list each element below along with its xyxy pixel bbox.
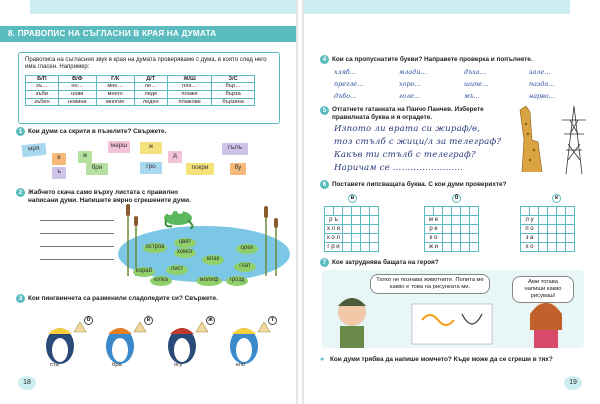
task-number: 3 (16, 294, 25, 303)
grid-cell (370, 234, 379, 243)
grid-cell (566, 207, 575, 216)
grid-cell (452, 207, 461, 216)
letter-grid (324, 206, 379, 252)
grid-word: л у (521, 216, 539, 225)
grid-cell (452, 234, 461, 243)
grid-word: п о (521, 225, 539, 234)
ice-cream-letter[interactable]: ж (206, 316, 215, 325)
bullet-icon: ● (320, 356, 325, 363)
lily-pad[interactable]: грозд (226, 276, 248, 286)
grid-cell (361, 216, 370, 225)
grid-cell (461, 243, 470, 252)
giraffe-pylon-illustration (512, 100, 594, 176)
task-number: 2 (16, 188, 25, 197)
task-number: 7 (320, 258, 329, 267)
grid-word: з а (521, 234, 539, 243)
grid-cell[interactable] (530, 207, 539, 216)
riddle-line: Изпото ли врата си жираф/в, (334, 124, 481, 134)
grid-word: к о л (325, 234, 343, 243)
grid-cell (470, 207, 479, 216)
left-page (0, 0, 296, 404)
lily-pad[interactable]: глат (234, 262, 256, 272)
grid-cell (325, 207, 334, 216)
penguin-word: бра (112, 362, 122, 368)
column-letter: б (452, 194, 461, 203)
grid-cell (557, 216, 566, 225)
grid-cell (370, 207, 379, 216)
rule-cell: зъби (26, 91, 59, 99)
task-text: Кои думи са скрити в пъзелите? Свържете. (28, 128, 167, 135)
task-number: 1 (16, 127, 25, 136)
grid-cell (452, 243, 461, 252)
gap-word[interactable]: млади… (399, 68, 427, 76)
lily-pad[interactable]: юпка (150, 276, 172, 286)
task-text: Кои са пропуснатите букви? Направете проверка и попълнете. (332, 56, 533, 63)
grid-cell (566, 243, 575, 252)
task-text: Кое затруднява бащата на героя? (332, 259, 439, 266)
rule-text: Правописа на съгласния звук в края на думата проверяваме с дума, в която след него има гласен. Например: (25, 57, 267, 71)
grid-cell (548, 243, 557, 252)
rule-header: Г/К (96, 75, 134, 83)
grid-cell[interactable] (443, 216, 452, 225)
grid-cell[interactable] (443, 225, 452, 234)
grid-word: р ъ (325, 216, 343, 225)
grid-cell (425, 207, 434, 216)
task-text: Жабчето скача само върху листата с правилно написани думи. Напишете вярно сгрешените думи. (28, 189, 191, 204)
grid-cell[interactable] (334, 207, 343, 216)
puzzle-piece[interactable]: ж (78, 151, 92, 163)
puzzle-piece[interactable]: ж (140, 142, 162, 154)
puzzle-piece[interactable]: марш (108, 141, 130, 153)
gap-word[interactable]: прегле… (334, 80, 364, 88)
lily-pad[interactable]: лист (166, 265, 188, 275)
puzzle-piece[interactable]: бу (230, 163, 246, 175)
rule-cell: но… (58, 83, 96, 91)
grid-cell (352, 207, 361, 216)
task-number: 5 (320, 106, 329, 115)
grid-cell (557, 243, 566, 252)
rule-cell: ле… (134, 83, 168, 91)
speech-bubble: Ами тогава напиши какво рисуваш! (512, 276, 574, 303)
grid-cell (361, 225, 370, 234)
grid-cell (548, 207, 557, 216)
answer-line[interactable] (40, 246, 114, 247)
gap-word[interactable]: дъха… (464, 68, 487, 76)
riddle-answer[interactable]: Наричам се …………………… (334, 163, 464, 173)
top-strip (304, 0, 570, 14)
grid-cell[interactable] (343, 234, 352, 243)
rule-cell: пла… (168, 83, 212, 91)
answer-line[interactable] (40, 233, 114, 234)
top-strip (30, 0, 296, 14)
grid-cell (557, 234, 566, 243)
column-letter: к (552, 194, 561, 203)
grid-word: к о (425, 234, 443, 243)
grid-cell[interactable] (443, 234, 452, 243)
grid-cell[interactable] (539, 243, 548, 252)
grid-cell (343, 207, 352, 216)
rule-header: Б/П (26, 75, 59, 83)
answer-line[interactable] (40, 220, 114, 221)
puzzle-piece[interactable]: бри (86, 163, 108, 175)
grid-cell (370, 216, 379, 225)
gap-word[interactable]: хоро… (399, 80, 421, 88)
grid-word: х о (521, 243, 539, 252)
rule-cell: мно… (96, 83, 134, 91)
grid-cell (443, 207, 452, 216)
rule-box (18, 52, 280, 124)
grid-cell (548, 225, 557, 234)
grid-cell (452, 216, 461, 225)
letter-grid (520, 206, 575, 252)
grid-cell (370, 243, 379, 252)
gap-word[interactable]: шипе… (464, 80, 489, 88)
grid-cell[interactable] (539, 234, 548, 243)
grid-cell (548, 234, 557, 243)
puzzle-piece[interactable]: гълъ (222, 143, 248, 155)
grid-cell (352, 216, 361, 225)
grid-cell[interactable] (343, 216, 352, 225)
rule-cell: зъбен (26, 98, 59, 106)
rule-header: В/Ф (58, 75, 96, 83)
book-gutter (296, 0, 304, 404)
grid-cell (352, 243, 361, 252)
grid-word: м е (425, 216, 443, 225)
riddle-line: тоз стълб с жици/л за телеграф? (334, 137, 502, 147)
gap-word[interactable]: зале… (529, 68, 551, 76)
letter-grid (424, 206, 479, 252)
column-letter: в (348, 194, 357, 203)
answer-line[interactable] (40, 259, 114, 260)
rule-cell: новина (58, 98, 96, 106)
grid-cell[interactable] (539, 216, 548, 225)
rule-cell: много (96, 91, 134, 99)
rule-cell: многие (96, 98, 134, 106)
section-title: 8. ПРАВОПИС НА СЪГЛАСНИ В КРАЯ НА ДУМАТА (0, 26, 296, 42)
lily-pad[interactable]: орех (236, 244, 258, 254)
lily-pad[interactable]: влак (202, 255, 224, 265)
grid-cell (470, 234, 479, 243)
puzzle-piece[interactable]: гро (140, 162, 162, 174)
grid-cell (361, 243, 370, 252)
rule-cell: бързина (212, 98, 255, 106)
rule-table (25, 75, 255, 106)
lily-pad[interactable]: цвят (174, 238, 196, 248)
grid-cell (352, 225, 361, 234)
grid-word: ж и (425, 243, 443, 252)
ice-cream-letter[interactable]: в (144, 316, 153, 325)
lily-pad[interactable]: остров (143, 243, 167, 253)
grid-cell (461, 216, 470, 225)
task-text: Кои пингвинчета са разменили сладоледите си? Свържете. (28, 295, 218, 302)
riddle-line: Какъв ти стълб с телеграф? (334, 150, 476, 160)
grid-cell (452, 225, 461, 234)
gap-word[interactable]: дъбо… (334, 92, 357, 100)
rule-cell: леден (134, 98, 168, 106)
rule-cell: зъ… (26, 83, 59, 91)
task-text: Поставете липсващата буква. С кои думи проверихте? (332, 181, 507, 188)
rule-header: З/С (212, 75, 255, 83)
page-number: 18 (18, 376, 36, 390)
rule-cell: леде (134, 91, 168, 99)
right-page (304, 0, 600, 404)
ice-cream-letter[interactable]: б (84, 316, 93, 325)
grid-cell (361, 234, 370, 243)
puzzle-piece[interactable]: ъ (52, 167, 66, 179)
grid-cell (566, 225, 575, 234)
grid-cell (370, 225, 379, 234)
puzzle-piece[interactable]: мра (21, 143, 46, 157)
lily-pad[interactable]: молиф (196, 276, 222, 286)
grid-cell (566, 216, 575, 225)
puzzle-piece[interactable]: д (168, 151, 182, 163)
task-text: Кои думи трябва да напише момчето? Къде може да се сгреши в тях? (330, 356, 553, 363)
puzzle-piece[interactable]: в (52, 153, 66, 165)
grid-cell[interactable] (343, 243, 352, 252)
grid-cell (352, 234, 361, 243)
ice-cream-letter[interactable]: т (268, 316, 277, 325)
grid-cell (470, 243, 479, 252)
page-number: 19 (564, 376, 582, 390)
grid-cell (461, 207, 470, 216)
rule-header: Д/Т (134, 75, 168, 83)
grid-cell (557, 207, 566, 216)
grid-cell (548, 216, 557, 225)
grid-cell (470, 225, 479, 234)
rule-cell: плаже (168, 91, 212, 99)
grid-cell[interactable] (434, 207, 443, 216)
grid-cell (566, 234, 575, 243)
puzzle-piece[interactable]: покри (186, 163, 214, 175)
grid-cell[interactable] (443, 243, 452, 252)
gap-word[interactable]: мъ… (464, 92, 480, 100)
lily-pad[interactable]: кораб (133, 267, 155, 277)
grid-cell (361, 207, 370, 216)
rule-cell: плажове (168, 98, 212, 106)
gap-word[interactable]: голе… (399, 92, 421, 100)
gap-word[interactable]: пазда… (529, 80, 555, 88)
grid-cell (461, 225, 470, 234)
grid-word: г р и (325, 243, 343, 252)
gap-word[interactable]: хляб… (334, 68, 357, 76)
penguin-word: огу (174, 362, 183, 368)
task-number: 4 (320, 55, 329, 64)
grid-cell[interactable] (343, 225, 352, 234)
penguin-word: ста (50, 362, 59, 368)
penguin-word: кло (236, 362, 246, 368)
task-number: 6 (320, 180, 329, 189)
grid-cell (539, 207, 548, 216)
rule-cell: бър… (212, 83, 255, 91)
lily-pad[interactable]: хомот (174, 248, 196, 258)
grid-cell (521, 207, 530, 216)
grid-cell[interactable] (539, 225, 548, 234)
grid-cell (461, 234, 470, 243)
grid-cell (470, 216, 479, 225)
task-text: Отгатнете гатанката на Панчо Панчев. Изберете правилната буква и я оградете. (332, 106, 484, 121)
grid-word: р е (425, 225, 443, 234)
rule-header: Ж/Ш (168, 75, 212, 83)
rule-cell: бърза (212, 91, 255, 99)
rule-cell: нови (58, 91, 96, 99)
grid-cell (557, 225, 566, 234)
gap-word[interactable]: нарво… (529, 92, 556, 100)
speech-bubble: Татко не познава животните. Попита ме какво е това на рисунката ми. (370, 274, 490, 294)
grid-word: х л я (325, 225, 343, 234)
